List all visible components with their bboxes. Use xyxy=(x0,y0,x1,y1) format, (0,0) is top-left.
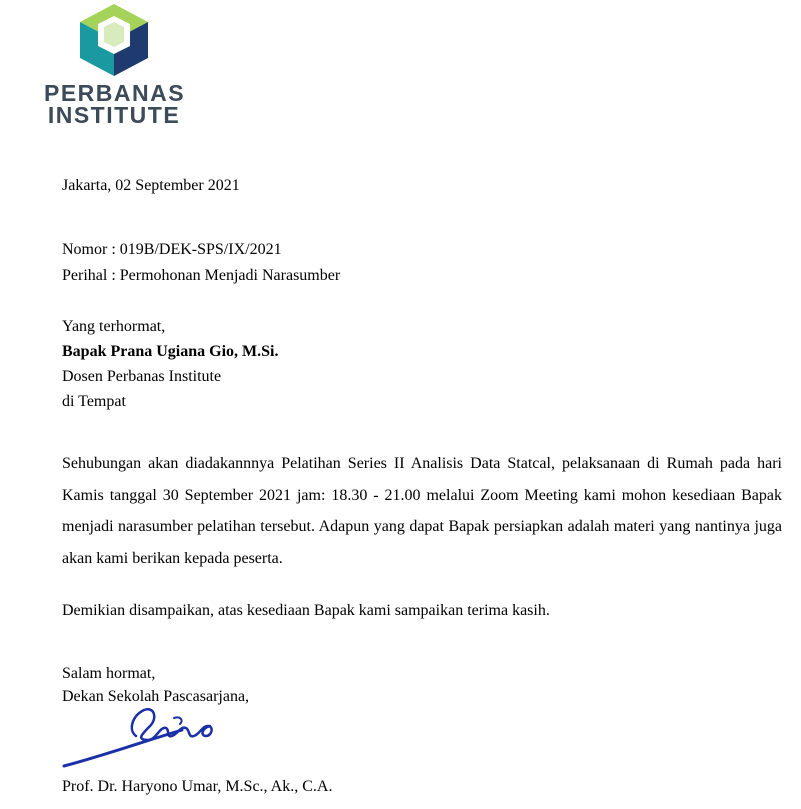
logo-text-institute: INSTITUTE xyxy=(47,102,181,128)
nomor-line: Nomor : 019B/DEK-SPS/IX/2021 xyxy=(62,241,282,258)
perbanas-logo xyxy=(44,2,184,128)
nomor-value: 019B/DEK-SPS/IX/2021 xyxy=(119,241,282,258)
logo-text-perbanas: PERBANAS xyxy=(44,80,186,106)
handwritten-signature xyxy=(62,696,242,776)
cube-logo-icon xyxy=(74,2,154,78)
perihal-value: Permohonan Menjadi Narasumber xyxy=(119,267,341,284)
nomor-label: Nomor xyxy=(62,241,108,258)
place-date: Jakarta, 02 September 2021 xyxy=(62,177,240,194)
signer-name: Prof. Dr. Haryono Umar, M.Sc., Ak., C.A. xyxy=(62,778,333,795)
closing: Salam hormat, xyxy=(62,665,156,682)
salutation: Yang terhormat, xyxy=(62,318,166,335)
body-paragraph-1: Sehubungan akan diadakannnya Pelatihan Series II Analisis Data Statcal, pelaksanaan di Rumah pada hari Kamis tanggal 30 September 2021 jam: 18.30 - 21.00 melalui Zoom Meeting kami mohon kesediaan Bapak menjadi narasumber pelatihan tersebut. Adapun yang dapat Bapak persiapkan adalah materi yang nantinya juga akan kami berikan kepada peserta. xyxy=(62,455,782,567)
body-paragraph-2: Demikian disampaikan, atas kesediaan Bapak kami sampaikan terima kasih. xyxy=(62,602,550,619)
recipient-title: Dosen Perbanas Institute xyxy=(62,368,222,385)
signer-role: Dekan Sekolah Pascasarjana, xyxy=(62,688,250,705)
perihal-label: Perihal xyxy=(62,267,108,284)
perihal-line: Perihal : Permohonan Menjadi Narasumber xyxy=(62,267,341,284)
recipient-name: Bapak Prana Ugiana Gio, M.Si. xyxy=(62,343,279,360)
recipient-place: di Tempat xyxy=(62,393,126,410)
